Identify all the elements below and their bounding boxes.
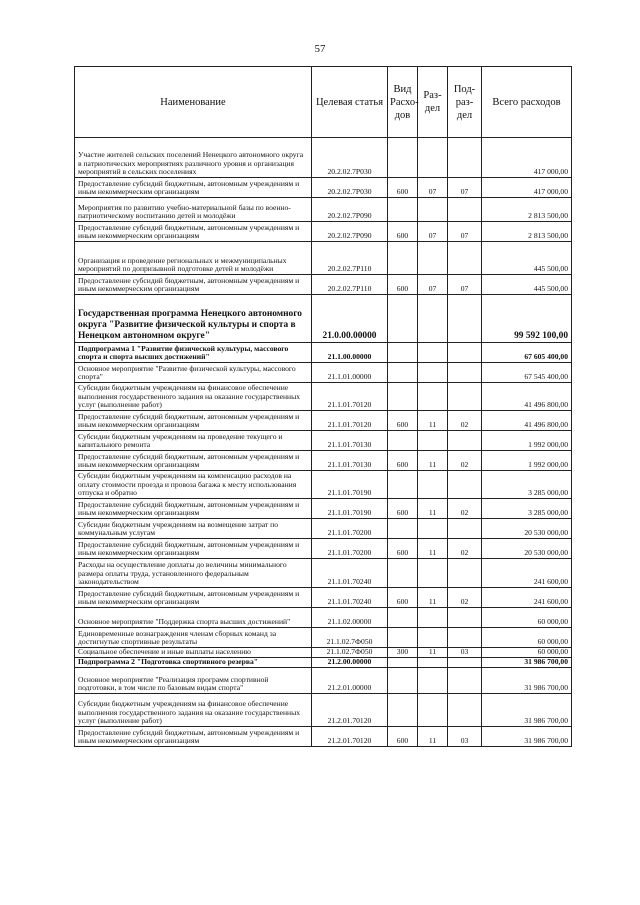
row-total: 20 530 000,00 (482, 539, 572, 559)
row-total: 241 600,00 (482, 588, 572, 608)
row-section: 11 (418, 451, 448, 471)
row-section: 11 (418, 588, 448, 608)
row-expense-type (388, 242, 418, 275)
row-section (418, 363, 448, 383)
row-target-article: 21.1.01.70130 (312, 431, 388, 451)
row-total: 41 496 800,00 (482, 383, 572, 411)
table-row (75, 559, 572, 588)
header-target-article: Целевая статья (312, 67, 388, 138)
row-section (418, 559, 448, 588)
page-number: 57 (314, 43, 326, 55)
row-name: Участие жителей сельских поселений Ненецкого автономного округа в патриотических мероприятиях различного уровня и организация мероприятий в сельских поселениях (75, 138, 312, 178)
row-expense-type (388, 383, 418, 411)
row-total: 31 986 700,00 (482, 727, 572, 747)
header-expense-type: Вид Расхо- дов (388, 67, 418, 138)
row-subsection: 02 (448, 499, 482, 519)
table-row (75, 343, 572, 363)
row-total: 2 813 500,00 (482, 198, 572, 222)
row-name: Единовременные вознаграждения членам сборных команд за достигнутые спортивные результаты (75, 628, 312, 648)
table-row (75, 431, 572, 451)
row-total: 241 600,00 (482, 559, 572, 588)
row-section (418, 658, 448, 668)
row-target-article: 21.0.00.00000 (312, 295, 388, 343)
table-header-row (75, 67, 572, 138)
row-target-article: 21.1.00.00000 (312, 343, 388, 363)
row-name: Подпрограмма 2 "Подготовка спортивного резерва" (75, 658, 312, 668)
row-target-article: 21.1.01.70240 (312, 588, 388, 608)
row-name: Организация и проведение региональных и межмуниципальных мероприятий по допризывной подготовке детей и молодёжи (75, 242, 312, 275)
row-section (418, 431, 448, 451)
row-subsection (448, 198, 482, 222)
row-target-article: 20.2.02.7Р030 (312, 178, 388, 198)
row-section (418, 242, 448, 275)
row-name: Субсидии бюджетным учреждениям на компенсацию расходов на оплату стоимости проезда и провоза багажа к месту использования отпуска и обратно (75, 471, 312, 499)
row-section (418, 694, 448, 727)
table-row (75, 668, 572, 694)
row-target-article: 20.2.02.7Р030 (312, 138, 388, 178)
row-target-article: 21.1.01.70240 (312, 559, 388, 588)
row-name: Основное мероприятие "Реализация программ спортивной подготовки, в том числе по базовым видам спорта" (75, 668, 312, 694)
row-expense-type (388, 658, 418, 668)
row-target-article: 21.2.01.70120 (312, 694, 388, 727)
row-name: Социальное обеспечение и иные выплаты населению (75, 648, 312, 658)
table-row (75, 383, 572, 411)
row-total: 31 986 700,00 (482, 668, 572, 694)
row-section: 07 (418, 275, 448, 295)
table-row (75, 608, 572, 628)
row-subsection: 07 (448, 275, 482, 295)
row-total: 67 605 400,00 (482, 343, 572, 363)
row-subsection (448, 559, 482, 588)
row-subsection (448, 242, 482, 275)
row-section (418, 608, 448, 628)
row-expense-type: 600 (388, 539, 418, 559)
table-row (75, 519, 572, 539)
row-expense-type: 600 (388, 588, 418, 608)
row-target-article: 21.1.01.70200 (312, 519, 388, 539)
row-total: 60 000,00 (482, 648, 572, 658)
row-section: 11 (418, 411, 448, 431)
row-name: Подпрограмма 1 "Развитие физической культуры, массового спорта и спорта высших достижений" (75, 343, 312, 363)
row-expense-type (388, 198, 418, 222)
table-row (75, 178, 572, 198)
row-expense-type: 600 (388, 727, 418, 747)
row-expense-type (388, 559, 418, 588)
row-subsection (448, 431, 482, 451)
row-name: Предоставление субсидий бюджетным, автономным учреждениям и иным некоммерческим организациям (75, 222, 312, 242)
row-section: 11 (418, 499, 448, 519)
row-subsection: 07 (448, 178, 482, 198)
row-total: 417 000,00 (482, 178, 572, 198)
row-target-article: 21.1.02.7Ф050 (312, 628, 388, 648)
table-row (75, 499, 572, 519)
row-subsection (448, 694, 482, 727)
table-row (75, 411, 572, 431)
row-name: Предоставление субсидий бюджетным, автономным учреждениям и иным некоммерческим организациям (75, 275, 312, 295)
row-subsection: 03 (448, 648, 482, 658)
row-total: 2 813 500,00 (482, 222, 572, 242)
row-total: 1 992 000,00 (482, 451, 572, 471)
row-name: Предоставление субсидий бюджетным, автономным учреждениям и иным некоммерческим организациям (75, 588, 312, 608)
header-subsection: Под- раз- дел (448, 67, 482, 138)
row-target-article: 21.1.01.00000 (312, 363, 388, 383)
row-total: 445 500,00 (482, 275, 572, 295)
row-expense-type: 300 (388, 648, 418, 658)
row-subsection (448, 383, 482, 411)
row-target-article: 21.1.01.70190 (312, 471, 388, 499)
table-row (75, 138, 572, 178)
table-row (75, 198, 572, 222)
header-section: Раз- дел (418, 67, 448, 138)
row-subsection (448, 343, 482, 363)
row-subsection (448, 658, 482, 668)
table-row (75, 275, 572, 295)
table-row (75, 295, 572, 343)
row-expense-type: 600 (388, 499, 418, 519)
row-subsection (448, 608, 482, 628)
row-section (418, 628, 448, 648)
row-target-article: 21.1.01.70120 (312, 411, 388, 431)
row-target-article: 21.1.01.70120 (312, 383, 388, 411)
table-row (75, 694, 572, 727)
row-subsection: 02 (448, 539, 482, 559)
row-section: 07 (418, 222, 448, 242)
table-row (75, 727, 572, 747)
row-expense-type (388, 694, 418, 727)
row-section (418, 138, 448, 178)
row-expense-type (388, 363, 418, 383)
table-row (75, 648, 572, 658)
table-row (75, 588, 572, 608)
row-total: 3 285 000,00 (482, 499, 572, 519)
row-total: 31 986 700,00 (482, 658, 572, 668)
row-name: Субсидии бюджетным учреждениям на финансовое обеспечение выполнения государственного задания на оказание государственных услуг (выполнение работ) (75, 694, 312, 727)
row-name: Предоставление субсидий бюджетным, автономным учреждениям и иным некоммерческим организациям (75, 727, 312, 747)
row-name: Предоставление субсидий бюджетным, автономным учреждениям и иным некоммерческим организациям (75, 451, 312, 471)
row-total: 3 285 000,00 (482, 471, 572, 499)
table-row (75, 471, 572, 499)
row-name: Основное мероприятие "Развитие физической культуры, массового спорта" (75, 363, 312, 383)
row-expense-type: 600 (388, 178, 418, 198)
table-row (75, 658, 572, 668)
row-subsection (448, 519, 482, 539)
row-subsection: 02 (448, 588, 482, 608)
row-subsection (448, 668, 482, 694)
table-row (75, 451, 572, 471)
row-subsection (448, 628, 482, 648)
row-subsection: 07 (448, 222, 482, 242)
row-expense-type (388, 138, 418, 178)
row-subsection (448, 363, 482, 383)
row-expense-type (388, 343, 418, 363)
row-subsection: 02 (448, 411, 482, 431)
row-expense-type (388, 628, 418, 648)
row-subsection (448, 138, 482, 178)
row-expense-type (388, 431, 418, 451)
row-section (418, 471, 448, 499)
row-total: 60 000,00 (482, 608, 572, 628)
header-name: Наименование (75, 67, 312, 138)
row-subsection (448, 295, 482, 343)
row-total: 41 496 800,00 (482, 411, 572, 431)
row-section (418, 343, 448, 363)
row-expense-type (388, 295, 418, 343)
row-total: 67 545 400,00 (482, 363, 572, 383)
row-name: Предоставление субсидий бюджетным, автономным учреждениям и иным некоммерческим организациям (75, 499, 312, 519)
row-target-article: 21.2.00.00000 (312, 658, 388, 668)
row-name: Предоставление субсидий бюджетным, автономным учреждениям и иным некоммерческим организациям (75, 178, 312, 198)
row-subsection (448, 471, 482, 499)
header-total: Всего расходов (482, 67, 572, 138)
row-expense-type (388, 608, 418, 628)
row-target-article: 21.1.02.7Ф050 (312, 648, 388, 658)
row-total: 20 530 000,00 (482, 519, 572, 539)
row-name: Государственная программа Ненецкого автономного округа "Развитие физической культуры и спорта в Ненецком автономном округе" (75, 295, 312, 343)
row-target-article: 21.1.02.00000 (312, 608, 388, 628)
row-expense-type (388, 519, 418, 539)
row-section: 07 (418, 178, 448, 198)
row-subsection: 02 (448, 451, 482, 471)
row-name: Расходы на осуществление доплаты до величины минимального размера оплаты труда, установленного федеральным законодательством (75, 559, 312, 588)
row-name: Предоставление субсидий бюджетным, автономным учреждениям и иным некоммерческим организациям (75, 539, 312, 559)
row-target-article: 21.2.01.00000 (312, 668, 388, 694)
row-section: 11 (418, 539, 448, 559)
table-row (75, 242, 572, 275)
row-expense-type: 600 (388, 451, 418, 471)
row-target-article: 21.2.01.70120 (312, 727, 388, 747)
table-row (75, 222, 572, 242)
row-section (418, 295, 448, 343)
row-target-article: 20.2.02.7Р090 (312, 222, 388, 242)
row-expense-type: 600 (388, 275, 418, 295)
row-expense-type: 600 (388, 411, 418, 431)
row-name: Предоставление субсидий бюджетным, автономным учреждениям и иным некоммерческим организациям (75, 411, 312, 431)
row-total: 60 000,00 (482, 628, 572, 648)
row-target-article: 20.2.02.7Р090 (312, 198, 388, 222)
table-row (75, 363, 572, 383)
row-expense-type (388, 668, 418, 694)
row-total: 31 986 700,00 (482, 694, 572, 727)
row-section: 11 (418, 727, 448, 747)
table-row (75, 628, 572, 648)
row-name: Мероприятия по развитию учебно-материальной базы по военно-патриотическому воспитанию детей и молодёжи (75, 198, 312, 222)
row-name: Субсидии бюджетным учреждениям на проведение текущего и капитального ремонта (75, 431, 312, 451)
row-name: Субсидии бюджетным учреждениям на финансовое обеспечение выполнения государственного задания на оказание государственных услуг (выполнение работ) (75, 383, 312, 411)
row-name: Субсидии бюджетным учреждениям на возмещение затрат по коммунальным услугам (75, 519, 312, 539)
row-expense-type (388, 471, 418, 499)
row-expense-type: 600 (388, 222, 418, 242)
row-name: Основное мероприятие "Поддержка спорта высших достижений" (75, 608, 312, 628)
row-total: 445 500,00 (482, 242, 572, 275)
row-section (418, 519, 448, 539)
row-total: 99 592 100,00 (482, 295, 572, 343)
row-section: 11 (418, 648, 448, 658)
row-target-article: 20.2.02.7Р110 (312, 275, 388, 295)
row-target-article: 20.2.02.7Р110 (312, 242, 388, 275)
row-section (418, 668, 448, 694)
row-target-article: 21.1.01.70200 (312, 539, 388, 559)
row-total: 417 000,00 (482, 138, 572, 178)
row-subsection: 03 (448, 727, 482, 747)
row-section (418, 383, 448, 411)
row-total: 1 992 000,00 (482, 431, 572, 451)
row-section (418, 198, 448, 222)
table-row (75, 539, 572, 559)
budget-table (74, 66, 572, 747)
row-target-article: 21.1.01.70190 (312, 499, 388, 519)
row-target-article: 21.1.01.70130 (312, 451, 388, 471)
